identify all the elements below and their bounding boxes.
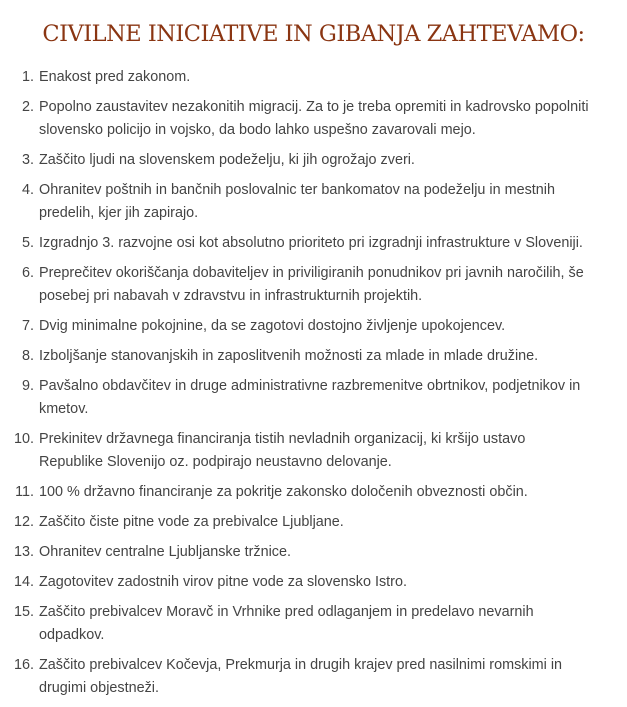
list-item (0, 179, 627, 225)
list-item-number: 9. (21, 378, 34, 394)
list-item-number: 2. (21, 99, 34, 115)
list-item (0, 541, 627, 564)
list-item-text: Ohranitev poštnih in bančnih poslovalnic ter bankomatov na podeželju in mestnih predelih, kjer jih zapirajo. (39, 182, 555, 221)
list-item (0, 262, 627, 308)
list-item-text: Zaščito čiste pitne vode za prebivalce Ljubljane. (39, 514, 344, 530)
list-item (0, 66, 627, 89)
list-item-number: 5. (21, 235, 34, 251)
page-title: CIVILNE INICIATIVE IN GIBANJA ZAHTEVAMO: (42, 21, 585, 47)
list-item-text: Zagotovitev zadostnih virov pitne vode za slovensko Istro. (39, 574, 407, 590)
list-item-number: 1. (21, 69, 34, 85)
list-item-text: 100 % državno financiranje za pokritje zakonsko določenih obveznosti občin. (39, 484, 528, 500)
list-item (0, 375, 627, 421)
list-item-text: Pavšalno obdavčitev in druge administrativne razbremenitve obrtnikov, podjetnikov in kmetov. (39, 378, 581, 417)
list-item (0, 481, 627, 504)
list-item-number: 4. (21, 182, 34, 198)
list-item-number: 7. (21, 318, 34, 334)
list-item-number: 10. (13, 431, 34, 447)
list-item-text: Preprečitev okoriščanja dobaviteljev in priviligiranih ponudnikov pri javnih naročilih, še posebej pri nabavah v zdravstvu in infrastrukturnih projektih. (39, 265, 584, 304)
list-item (0, 315, 627, 338)
list-item-text: Zaščito prebivalcev Kočevja, Prekmurja in drugih krajev pred nasilnimi romskimi in drugimi objestneži. (39, 657, 563, 696)
list-item-number: 6. (21, 265, 34, 281)
list-item-text: Prekinitev državnega financiranja tistih nevladnih organizacij, ki kršijo ustavo Republike Slovenijo oz. podpirajo neustavno delovanje. (39, 431, 526, 470)
list-item (0, 96, 627, 142)
list-item-number: 15. (13, 604, 34, 620)
list-item-text: Enakost pred zakonom. (39, 69, 191, 85)
list-item-number: 14. (13, 574, 34, 590)
list-item-number: 3. (21, 152, 34, 168)
list-item (0, 345, 627, 368)
demands-list (0, 66, 627, 707)
list-item (0, 654, 627, 700)
list-item-text: Popolno zaustavitev nezakonitih migracij. Za to je treba opremiti in kadrovsko popolniti slovensko policijo in vojsko, da bodo lahko uspešno zavarovali mejo. (39, 99, 589, 138)
list-item-text: Dvig minimalne pokojnine, da se zagotovi dostojno življenje upokojencev. (39, 318, 506, 334)
list-item-text: Zaščito ljudi na slovenskem podeželju, ki jih ogrožajo zveri. (39, 152, 415, 168)
list-item-text: Izboljšanje stanovanjskih in zaposlitvenih možnosti za mlade in mlade družine. (39, 348, 539, 364)
list-item (0, 232, 627, 255)
list-item (0, 511, 627, 534)
list-item-text: Izgradnjo 3. razvojne osi kot absolutno prioriteto pri izgradnji infrastrukture v Sloveniji. (39, 235, 583, 251)
list-item-number: 11. (15, 484, 34, 500)
list-item-text: Ohranitev centralne Ljubljanske tržnice. (39, 544, 291, 560)
list-item (0, 601, 627, 647)
list-item (0, 149, 627, 172)
list-item-text: Zaščito prebivalcev Moravč in Vrhnike pred odlaganjem in predelavo nevarnih odpadkov. (39, 604, 534, 643)
list-item-number: 12. (13, 514, 34, 530)
list-item-number: 8. (21, 348, 34, 364)
list-item (0, 428, 627, 474)
list-item (0, 571, 627, 594)
list-item-number: 13. (13, 544, 34, 560)
list-item-number: 16. (13, 657, 34, 673)
